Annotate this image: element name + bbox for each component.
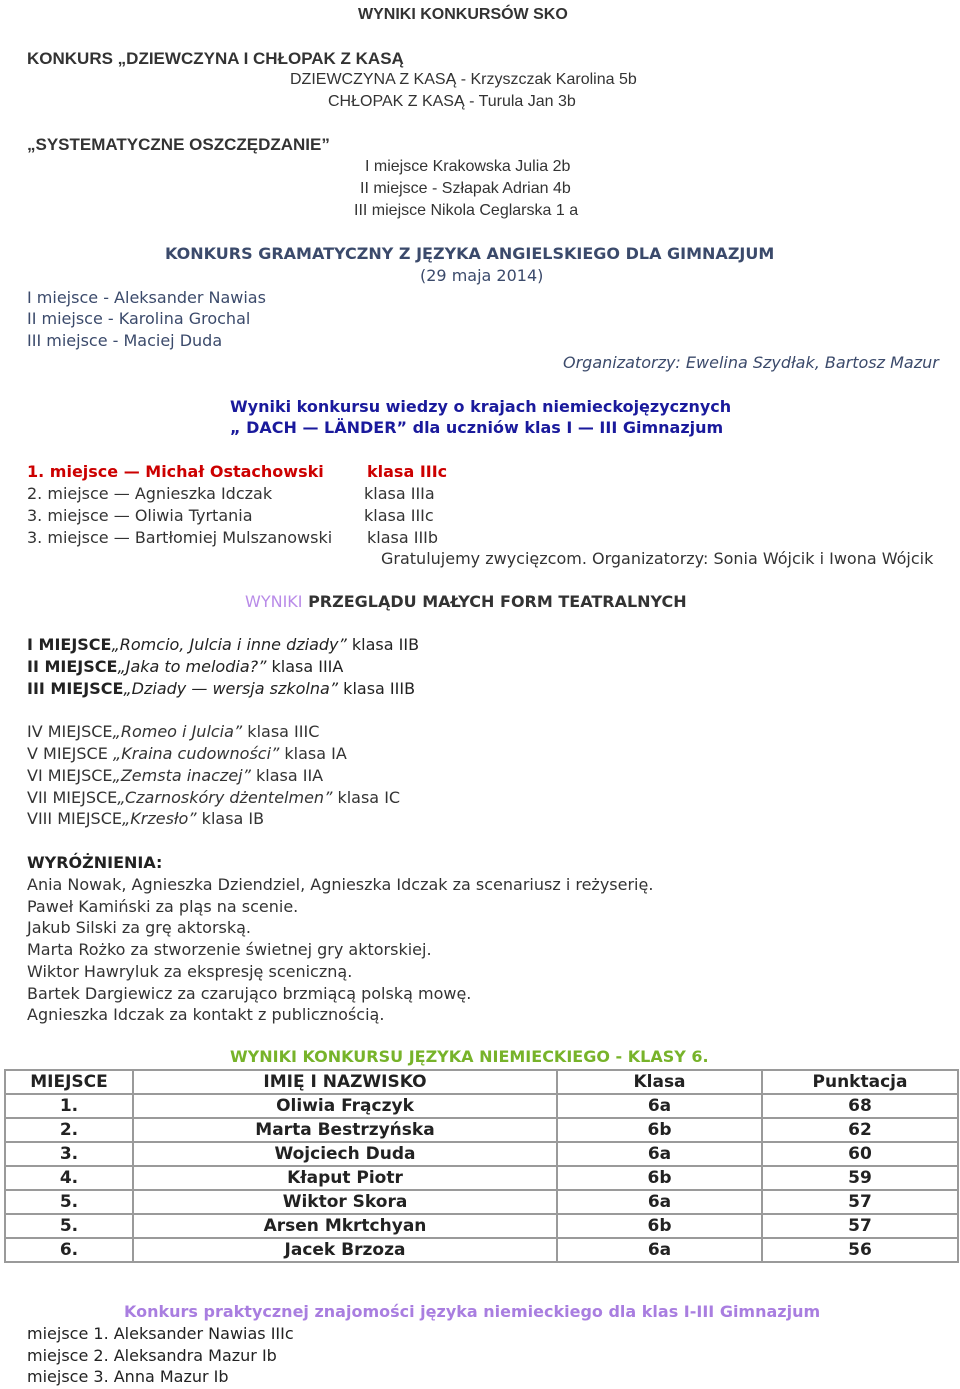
award-item: Ania Nowak, Agnieszka Dziendziel, Agnieszka Idczak za scenariusz i reżyserię.	[27, 875, 654, 894]
theatre-class: klasa IB	[196, 809, 265, 828]
table-row	[5, 1238, 958, 1262]
saving-place-2: II miejsce - Szłapak Adrian 4b	[360, 180, 571, 197]
theatre-rank: III MIEJSCE	[27, 679, 124, 698]
theatre-class: klasa IIIC	[242, 722, 320, 741]
section-title-saving: „SYSTEMATYCZNE OSZCZĘDZANIE”	[27, 135, 330, 154]
section-title-theatre	[245, 592, 687, 612]
cell-name: Wojciech Duda	[133, 1142, 557, 1166]
saving-place-1: I miejsce Krakowska Julia 2b	[365, 158, 571, 175]
theatre-play: „Kraina cudowności”	[112, 744, 280, 763]
theatre-play: „Romeo i Julcia”	[112, 722, 243, 741]
theatre-row	[27, 788, 400, 808]
cell-place: 5.	[5, 1214, 133, 1238]
cell-class: 6a	[557, 1238, 762, 1262]
theatre-play: „Romcio, Julcia i inne dziady”	[111, 635, 347, 654]
table-row	[5, 1094, 958, 1118]
saving-place-3: III miejsce Nikola Ceglarska 1 a	[354, 202, 579, 219]
theatre-row	[27, 766, 323, 786]
header-place: MIEJSCE	[5, 1070, 133, 1094]
table-row	[5, 1166, 958, 1190]
theatre-class: klasa IC	[332, 788, 401, 807]
dach-row-class: klasa IIIc	[367, 462, 448, 481]
awards-title: WYRÓŻNIENIA:	[27, 853, 163, 872]
award-item: Jakub Silski za grę aktorską.	[27, 918, 252, 937]
cell-class: 6b	[557, 1166, 762, 1190]
header-name: IMIĘ I NAZWISKO	[133, 1070, 557, 1094]
cell-place: 5.	[5, 1190, 133, 1214]
cell-points: 68	[762, 1094, 958, 1118]
theatre-row	[27, 679, 415, 699]
cell-points: 62	[762, 1118, 958, 1142]
cell-name: Kłaput Piotr	[133, 1166, 557, 1190]
cell-points: 57	[762, 1214, 958, 1238]
section-title-english-grammar: KONKURS GRAMATYCZNY Z JĘZYKA ANGIELSKIEGO DLA GIMNAZJUM	[165, 244, 775, 263]
theatre-class: klasa IIIA	[266, 657, 344, 676]
award-item: Marta Rożko za stworzenie świetnej gry aktorskiej.	[27, 940, 432, 959]
theatre-play: „Krzesło”	[121, 809, 197, 828]
english-place-3: III miejsce - Maciej Duda	[27, 331, 223, 350]
cell-class: 6a	[557, 1094, 762, 1118]
cell-class: 6b	[557, 1214, 762, 1238]
section-title-german-gimnazjum: Konkurs praktycznej znajomości języka niemieckiego dla klas I-III Gimnazjum	[124, 1302, 821, 1321]
theatre-row	[27, 657, 343, 677]
result-boy: CHŁOPAK Z KASĄ - Turula Jan 3b	[328, 93, 576, 110]
theatre-row	[27, 809, 264, 829]
award-item: Wiktor Hawryluk za ekspresję sceniczną.	[27, 962, 353, 981]
theatre-row	[27, 635, 419, 655]
table-row	[5, 1142, 958, 1166]
cell-class: 6b	[557, 1118, 762, 1142]
theatre-class: klasa IIA	[250, 766, 324, 785]
dach-row-class: klasa IIIb	[367, 528, 439, 547]
theatre-title-prefix: WYNIKI	[245, 592, 303, 611]
table-row	[5, 1190, 958, 1214]
table-row	[5, 1214, 958, 1238]
theatre-play: „Jaka to melodia?”	[117, 657, 267, 676]
german-gim-place: miejsce 3. Anna Mazur Ib	[27, 1367, 229, 1386]
theatre-play: „Czarnoskóry dżentelmen”	[117, 788, 333, 807]
section-title-dach-1: Wyniki konkursu wiedzy o krajach niemieckojęzycznych	[230, 397, 732, 416]
english-grammar-date: (29 maja 2014)	[420, 266, 544, 285]
cell-name: Marta Bestrzyńska	[133, 1118, 557, 1142]
section-title-dach-2: „ DACH — LÄNDER” dla uczniów klas I — III Gimnazjum	[230, 418, 724, 437]
dach-row-place: 3. miejsce — Oliwia Tyrtania	[27, 506, 253, 525]
page-title: WYNIKI KONKURSÓW SKO	[358, 6, 568, 23]
theatre-class: klasa IA	[279, 744, 347, 763]
table-row	[5, 1118, 958, 1142]
english-place-1: I miejsce - Aleksander Nawias	[27, 288, 266, 307]
german-gim-place: miejsce 2. Aleksandra Mazur Ib	[27, 1346, 277, 1365]
dach-row-place: 2. miejsce — Agnieszka Idczak	[27, 484, 273, 503]
theatre-class: klasa IIIB	[338, 679, 416, 698]
theatre-row	[27, 722, 319, 742]
german-results-table	[4, 1069, 959, 1263]
cell-name: Oliwia Frączyk	[133, 1094, 557, 1118]
cell-class: 6a	[557, 1190, 762, 1214]
theatre-rank: I MIEJSCE	[27, 635, 112, 654]
cell-place: 4.	[5, 1166, 133, 1190]
table-header-row	[5, 1070, 958, 1094]
award-item: Bartek Dargiewicz za czarująco brzmiącą polską mowę.	[27, 984, 472, 1003]
cell-name: Wiktor Skora	[133, 1190, 557, 1214]
cell-points: 57	[762, 1190, 958, 1214]
cell-name: Arsen Mkrtchyan	[133, 1214, 557, 1238]
cell-points: 56	[762, 1238, 958, 1262]
theatre-rank: VII MIEJSCE	[27, 788, 118, 807]
dach-row-class: klasa IIIc	[364, 506, 434, 525]
theatre-title-rest: PRZEGLĄDU MAŁYCH FORM TEATRALNYCH	[302, 592, 687, 611]
header-points: Punktacja	[762, 1070, 958, 1094]
cell-name: Jacek Brzoza	[133, 1238, 557, 1262]
cell-place: 2.	[5, 1118, 133, 1142]
theatre-rank: II MIEJSCE	[27, 657, 118, 676]
theatre-rank: IV MIEJSCE	[27, 722, 113, 741]
theatre-class: klasa IIB	[346, 635, 420, 654]
cell-place: 6.	[5, 1238, 133, 1262]
theatre-row	[27, 744, 347, 764]
award-item: Agnieszka Idczak za kontakt z publicznością.	[27, 1005, 385, 1024]
cell-place: 3.	[5, 1142, 133, 1166]
german-gim-place: miejsce 1. Aleksander Nawias IIIc	[27, 1324, 294, 1343]
cell-class: 6a	[557, 1142, 762, 1166]
theatre-rank: VI MIEJSCE	[27, 766, 113, 785]
cell-place: 1.	[5, 1094, 133, 1118]
dach-row-class: klasa IIIa	[364, 484, 435, 503]
award-item: Paweł Kamiński za pląs na scenie.	[27, 897, 299, 916]
theatre-play: „Dziady — wersja szkolna”	[123, 679, 339, 698]
dach-row-place: 1. miejsce — Michał Ostachowski	[27, 462, 324, 481]
cell-points: 59	[762, 1166, 958, 1190]
english-place-2: II miejsce - Karolina Grochal	[27, 309, 251, 328]
theatre-rank: VIII MIEJSCE	[27, 809, 122, 828]
theatre-play: „Zemsta inaczej”	[112, 766, 251, 785]
theatre-rank: V MIEJSCE	[27, 744, 113, 763]
section-title-girl-boy-cash: KONKURS „DZIEWCZYNA I CHŁOPAK Z KASĄ	[27, 49, 404, 68]
dach-row-place: 3. miejsce — Bartłomiej Mulszanowski	[27, 528, 333, 547]
dach-congratulations: Gratulujemy zwycięzcom. Organizatorzy: Sonia Wójcik i Iwona Wójcik	[381, 549, 934, 568]
result-girl: DZIEWCZYNA Z KASĄ - Krzyszczak Karolina 5b	[290, 71, 637, 88]
english-organizers: Organizatorzy: Ewelina Szydłak, Bartosz Mazur	[563, 353, 939, 372]
header-class: Klasa	[557, 1070, 762, 1094]
cell-points: 60	[762, 1142, 958, 1166]
section-title-german-6: WYNIKI KONKURSU JĘZYKA NIEMIECKIEGO - KLASY 6.	[230, 1047, 709, 1066]
